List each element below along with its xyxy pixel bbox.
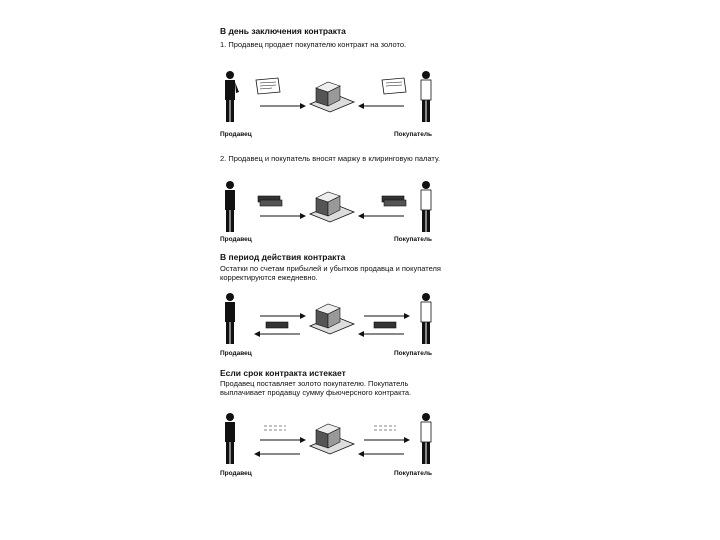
gold-bars-icon (264, 426, 286, 430)
man-seller-icon (225, 413, 235, 464)
buyer-label: Покупатель (394, 131, 432, 138)
section-expiry-title: Если срок контракта истекает (220, 368, 346, 378)
man-seller-icon (225, 71, 239, 122)
step-1-text: 1. Продавец продает покупателю контракт на золото. (220, 40, 407, 49)
arrow-left-icon (254, 451, 300, 457)
clearing-house-building-icon (310, 424, 354, 454)
seller-label: Продавец (220, 131, 252, 138)
seller-label: Продавец (220, 236, 252, 243)
buyer-label: Покупатель (394, 350, 432, 357)
arrow-left-icon (358, 103, 404, 109)
scene-margin-deposit (214, 178, 450, 238)
money-stack-icon (266, 322, 288, 328)
arrow-right-icon (260, 213, 306, 219)
money-stack-icon (382, 196, 406, 206)
clearing-house-building-icon (310, 304, 354, 334)
arrow-right-icon (364, 437, 410, 443)
seller-label: Продавец (220, 350, 252, 357)
arrow-left-icon (358, 331, 404, 337)
contract-document-icon (382, 78, 406, 94)
buyer-label: Покупатель (394, 236, 432, 243)
seller-label: Продавец (220, 470, 252, 477)
man-seller-icon (225, 293, 235, 344)
scene-daily-settlement (214, 290, 450, 350)
gold-bars-icon (374, 426, 396, 430)
scene-delivery (214, 410, 450, 470)
step-2-text: 2. Продавец и покупатель вносят маржу в клиринговую палату. (220, 154, 441, 163)
arrow-right-icon (260, 313, 306, 319)
man-buyer-icon (421, 181, 431, 232)
expiry-text: Продавец поставляет золото покупателю. Покупатель выплачивает продавцу сумму фьючерсного контракта. (220, 379, 412, 397)
futures-diagram-page (214, 22, 450, 482)
scene-contract-sale (214, 68, 450, 128)
man-seller-icon (225, 181, 235, 232)
contract-document-icon (256, 78, 280, 94)
clearing-house-building-icon (310, 192, 354, 222)
man-buyer-icon (421, 413, 431, 464)
clearing-house-building-icon (310, 82, 354, 112)
man-buyer-icon (421, 293, 431, 344)
arrow-left-icon (254, 331, 300, 337)
during-text: Остатки по счетам прибылей и убытков продавца и покупателя корректируются ежедневно. (220, 264, 441, 282)
arrow-left-icon (358, 451, 404, 457)
buyer-label: Покупатель (394, 470, 432, 477)
money-stack-icon (258, 196, 282, 206)
arrow-right-icon (260, 103, 306, 109)
arrow-right-icon (364, 313, 410, 319)
money-stack-icon (374, 322, 396, 328)
arrow-right-icon (260, 437, 306, 443)
man-buyer-icon (421, 71, 431, 122)
arrow-left-icon (358, 213, 404, 219)
section-signing-title: В день заключения контракта (220, 26, 346, 36)
section-during-title: В период действия контракта (220, 252, 346, 262)
